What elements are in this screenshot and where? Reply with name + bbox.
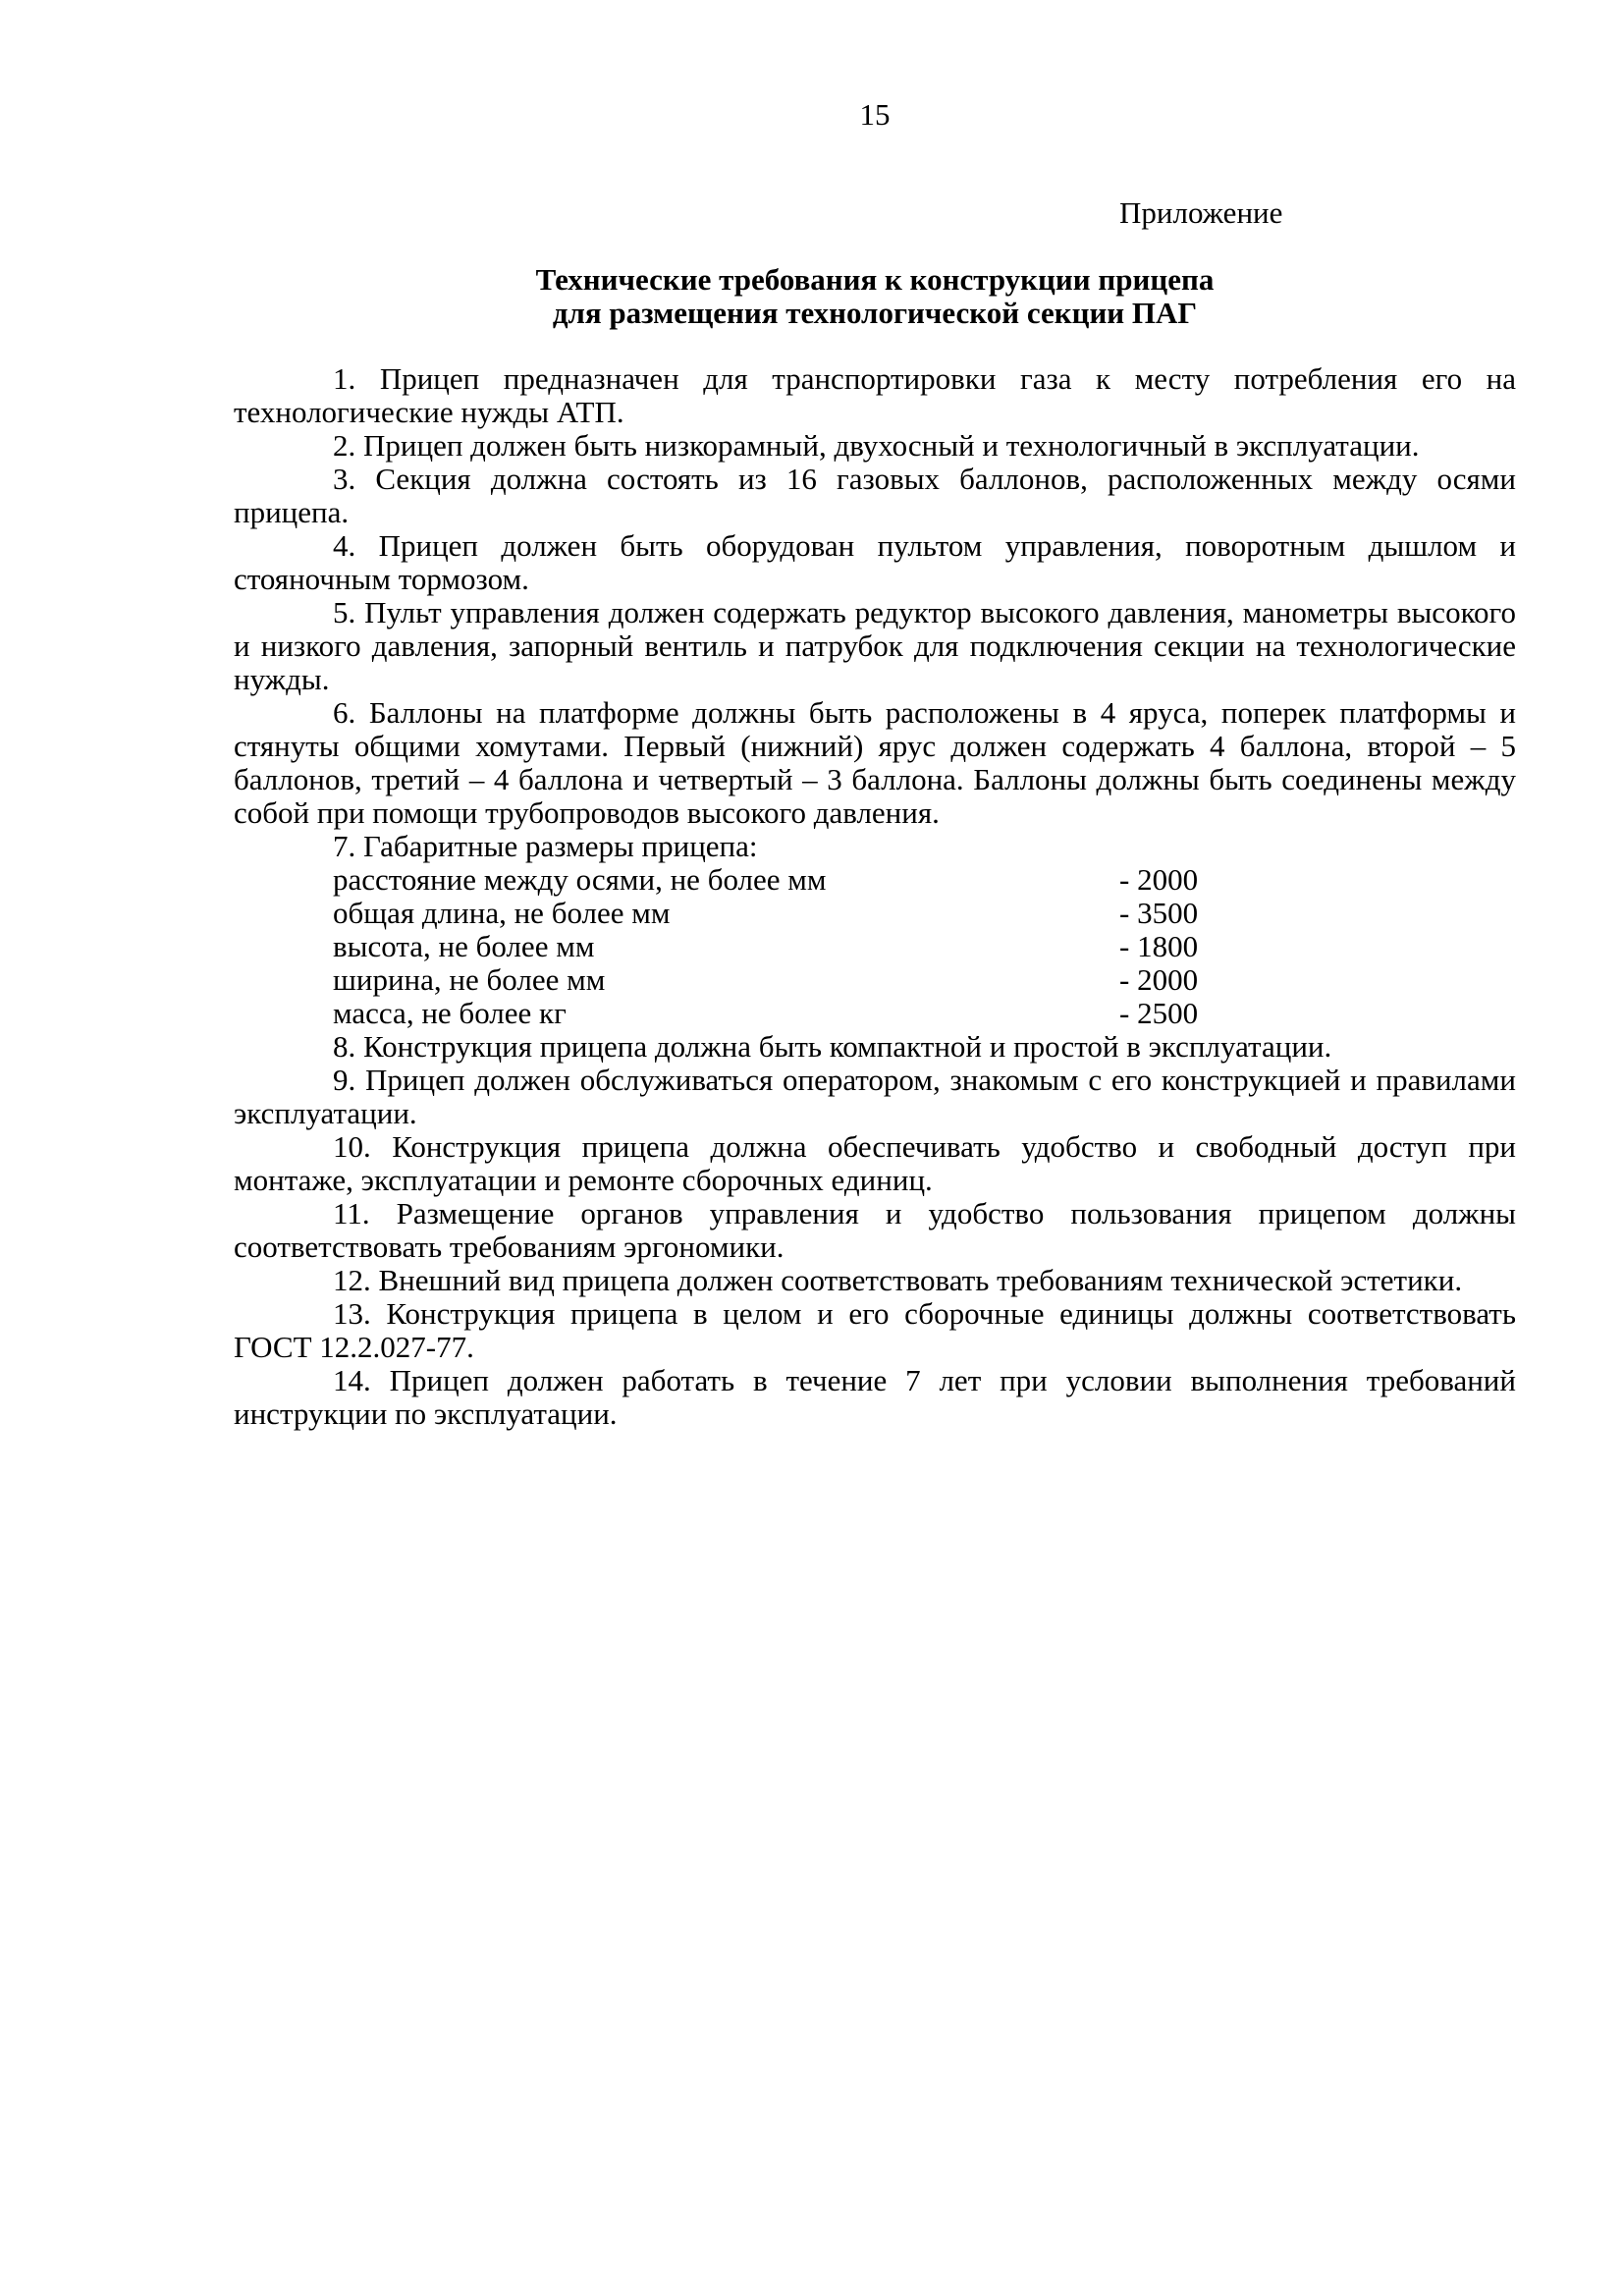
dimension-value: - 3500 xyxy=(1119,896,1199,930)
appendix-label: Приложение xyxy=(1119,195,1283,230)
paragraph-10: 10. Конструкция прицепа должна обеспечивать удобство и свободный доступ при монтаже, эксплуатации и ремонте сборочных единиц. xyxy=(234,1129,1516,1197)
dimension-value: - 1800 xyxy=(1119,929,1199,963)
paragraph-7: 7. Габаритные размеры прицепа: xyxy=(333,829,758,863)
paragraph-14: 14. Прицеп должен работать в течение 7 лет при условии выполнения требований инструкции по эксплуатации. xyxy=(234,1363,1516,1431)
paragraph-13: 13. Конструкция прицепа в целом и его сборочные единицы должны соответствовать ГОСТ 12.2.027-77. xyxy=(234,1296,1516,1364)
paragraph-6: 6. Баллоны на платформе должны быть расположены в 4 яруса, поперек платформы и стянуты общими хомутами. Первый (нижний) ярус должен содержать 4 баллона, второй – 5 баллонов, третий – 4 баллона и четвертый – 3 баллона. Баллоны должны быть соединены между собой при помощи трубопроводов высокого давления. xyxy=(234,695,1516,830)
document-body xyxy=(234,362,1516,1431)
dimension-label: ширина, не более мм xyxy=(333,962,606,997)
paragraph-9: 9. Прицеп должен обслуживаться оператором, знакомым с его конструкцией и правилами эксплуатации. xyxy=(234,1063,1516,1130)
dimension-value: - 2000 xyxy=(1119,862,1199,897)
dimensions-list xyxy=(234,863,1516,1030)
dimension-label: высота, не более мм xyxy=(333,929,595,963)
paragraph-3: 3. Секция должна состоять из 16 газовых баллонов, расположенных между осями прицепа. xyxy=(234,462,1516,529)
dimension-value: - 2500 xyxy=(1119,996,1199,1030)
dimension-label: общая длина, не более мм xyxy=(333,896,671,930)
dimension-row xyxy=(333,897,1516,930)
paragraph-4: 4. Прицеп должен быть оборудован пультом управления, поворотным дышлом и стояночным тормозом. xyxy=(234,528,1516,596)
dimension-label: расстояние между осями, не более мм xyxy=(333,862,827,897)
paragraph-8: 8. Конструкция прицепа должна быть компактной и простой в эксплуатации. xyxy=(333,1029,1332,1064)
paragraph-12: 12. Внешний вид прицепа должен соответствовать требованиям технической эстетики. xyxy=(333,1263,1463,1297)
title-line-2: для размещения технологической секции ПАГ xyxy=(552,296,1198,330)
dimension-row xyxy=(333,963,1516,997)
dimension-row xyxy=(333,863,1516,897)
paragraph-1: 1. Прицеп предназначен для транспортировки газа к месту потребления его на технологические нужды АТП. xyxy=(234,361,1516,429)
document-title xyxy=(0,263,1623,330)
dimension-row xyxy=(333,997,1516,1030)
dimension-label: масса, не более кг xyxy=(333,996,567,1030)
dimension-row xyxy=(333,930,1516,963)
dimension-value: - 2000 xyxy=(1119,962,1199,997)
paragraph-5: 5. Пульт управления должен содержать редуктор высокого давления, манометры высокого и низкого давления, запорный вентиль и патрубок для подключения секции на технологические нужды. xyxy=(234,595,1516,696)
paragraph-2: 2. Прицеп должен быть низкорамный, двухосный и технологичный в эксплуатации. xyxy=(333,428,1420,463)
page-number: 15 xyxy=(859,97,891,132)
title-line-1: Технические требования к конструкции прицепа xyxy=(535,262,1215,297)
paragraph-11: 11. Размещение органов управления и удобство пользования прицепом должны соответствовать требованиям эргономики. xyxy=(234,1196,1516,1264)
